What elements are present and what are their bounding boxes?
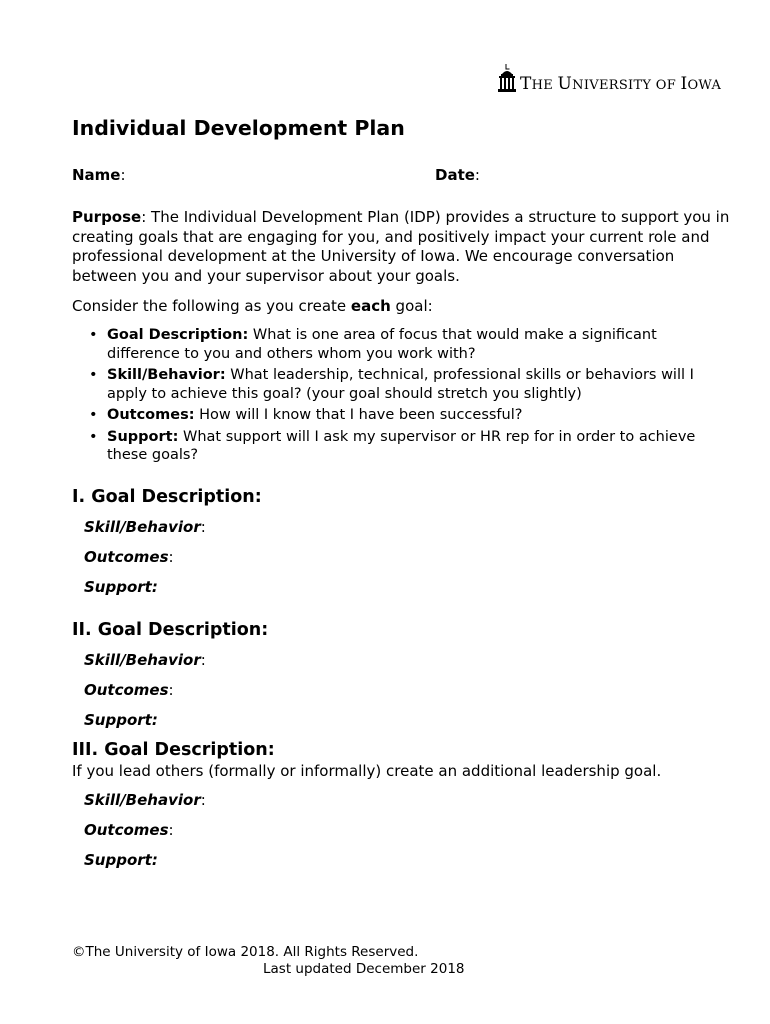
name-label: Name — [72, 166, 121, 184]
date-field: Date: — [435, 166, 480, 184]
university-logo — [498, 62, 728, 94]
bullet-icon: • — [89, 428, 98, 445]
goal-3-skill-field: Skill/Behavior: — [84, 791, 206, 809]
purpose-label: Purpose — [72, 208, 142, 226]
list-item: • Support: What support will I ask my supervisor or HR rep for in order to achieve these goals? — [89, 428, 696, 463]
copyright-notice: ©The University of Iowa 2018. All Rights Reserved. — [72, 944, 419, 960]
consider-instruction: Consider the following as you create each goal: — [72, 297, 433, 315]
goal-1-support-field: Support: — [84, 578, 158, 596]
goal-2-outcomes-field: Outcomes: — [84, 681, 174, 699]
purpose-text: : The Individual Development Plan (IDP) provides a structure to support you in creating goals that are engaging for you, and positively impact your current role and professional development at the University of Iowa. We encourage conversation between you and your supervisor about your goals. — [72, 208, 730, 285]
page-title: Individual Development Plan — [72, 116, 405, 140]
date-label: Date — [435, 166, 475, 184]
goal-3-note: If you lead others (formally or informally) create an additional leadership goal. — [72, 762, 662, 780]
goal-1-outcomes-field: Outcomes: — [84, 548, 174, 566]
goal-3-heading: III. Goal Description: — [72, 740, 275, 760]
logo-wordmark: THE UNIVERSITY OF IOWA — [520, 74, 722, 94]
goal-3-support-field: Support: — [84, 851, 158, 869]
bullet-icon: • — [89, 327, 98, 343]
goal-1-skill-field: Skill/Behavior: — [84, 518, 206, 536]
list-item: • Skill/Behavior: What leadership, technical, professional skills or behaviors will I apply to achieve this goal? (your goal should stretch you slightly) — [89, 367, 694, 402]
list-item: • Outcomes: How will I know that I have been successful? — [89, 407, 523, 423]
goal-3-outcomes-field: Outcomes: — [84, 821, 174, 839]
list-item: • Goal Description: What is one area of focus that would make a significant difference to you and others whom you work with? — [89, 327, 657, 362]
bullet-icon: • — [89, 367, 98, 383]
old-capitol-seal-icon — [498, 64, 516, 92]
purpose-paragraph — [72, 208, 732, 286]
last-updated: Last updated December 2018 — [263, 961, 465, 977]
goal-2-skill-field: Skill/Behavior: — [84, 651, 206, 669]
bullet-icon: • — [89, 407, 98, 423]
goal-2-heading: II. Goal Description: — [72, 620, 269, 640]
goal-guidance-list — [72, 326, 732, 468]
goal-2-support-field: Support: — [84, 711, 158, 729]
goal-1-heading: I. Goal Description: — [72, 487, 262, 507]
name-field: Name: — [72, 166, 126, 184]
